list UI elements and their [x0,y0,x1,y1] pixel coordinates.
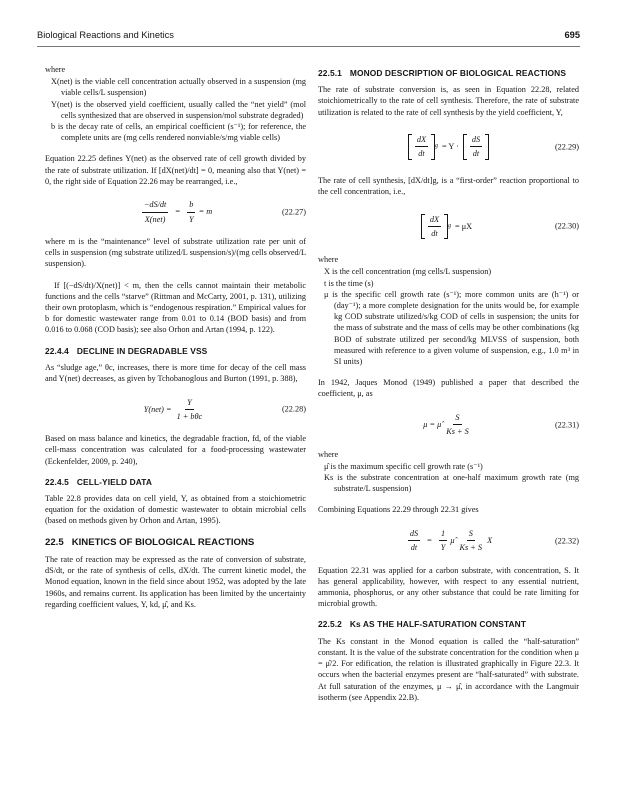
paragraph: Combining Equations 22.29 through 22.31 gives [318,505,479,515]
section-number: 22.4.5 [45,476,69,487]
equation-22-31 [318,410,579,440]
equation-22-30 [318,207,579,245]
definition-item: t is the time (s) [324,278,374,288]
eq-denominator: dt [472,149,480,159]
definition-item: b is the decay rate of cells, an empirical coefficient (s⁻¹); for reference, the complete units are (mg cells rendered nonviable/s/mg viable cells) [51,122,306,143]
eq-denominator: Ks + S [459,543,483,553]
equation-number: (22.30) [554,221,579,231]
paragraph: Equation 22.31 was applied for a carbon substrate, with concentration, S. It has general applicability, however, with respect to any essential nutrient, ammonia, phosphorus, or any other substance that could be rate limiting for microbial growth. [318,565,579,609]
eq-numerator: b [187,199,195,212]
section-number: 22.4.4 [45,345,69,356]
eq-symbol: X [487,536,493,546]
equation-22-28 [45,394,306,424]
paragraph: The rate of cell synthesis, [dX/dt]g, is a “first-order” reaction proportional to the cell concentration, i.e., [318,175,579,197]
eq-denominator: X(net) [144,214,166,224]
section-number: 22.5 [45,536,64,548]
running-header [37,30,580,44]
eq-denominator: Y [440,543,446,553]
paragraph: Equation 22.25 defines Y(net) as the observed rate of cell growth divided by the rate of substrate utilization. If [dX(net)/dt] = 0, meaning also that Y(net) = 0, the right side of Equation 22.26 may be rearranged, i.e., [45,154,306,186]
section-number: 22.5.1 [318,68,342,78]
paragraph: Table 22.8 provides data on cell yield, Y, as obtained from a stoichiometric equation for the oxidation of domestic wastewater to obtain microbial cells (based on methods given by Orhon and Artan, 1995). [45,494,306,526]
section-heading-22-4-4 [45,346,306,357]
eq-rhs: = m [198,207,213,217]
section-heading-22-5 [45,537,306,548]
section-title: MONOD DESCRIPTION OF BIOLOGICAL REACTIONS [349,68,567,78]
definition-list [318,254,579,367]
eq-subscript: g [435,143,439,150]
eq-symbol: μ̂ [450,536,455,546]
paragraph: As “sludge age,” θc, increases, there is more time for decay of the cell mass and Y(net) decreases, as given by Tchobanoglous and Burton (1991, p. 388), [45,362,306,384]
definition-item: μ̂ is the maximum specific cell growth rate (s⁻¹) [324,461,483,471]
section-heading-22-4-5 [45,477,306,488]
section-heading-22-5-1 [318,68,579,79]
eq-numerator: dS [408,528,420,541]
eq-denominator: Y [189,214,194,224]
header-rule [37,46,580,47]
equation-22-27 [45,197,306,227]
where-label: where [45,65,66,74]
definition-list [318,449,579,495]
equation-22-32: $\frac{dS}{dt}$ = $\frac{1}{Y}$ μ̂ $\frac{S}{Ks + S}$ X (22.32) [409,528,579,553]
eq-lhs: μ = μ̂ [423,420,442,430]
paragraph: where m is the “maintenance” level of substrate utilization rate per unit of cells in suspension (mg substrate utilized/L suspension/s)/(mg cells observed/L suspension). [45,237,306,269]
paragraph: The Ks constant in the Monod equation is called the “half-saturation” constant. It is the value of the substrate concentration for the condition when μ = μ̂/2. For edification, the relation is illustrated graphically in Figure 22.3. It occurs when the bacterial enzymes present are “half-saturated” with substrate. At full saturation of the enzymes, μ → μ̂, in accordance with the Langmuir isotherm (see Appendix 22.B). [318,636,579,702]
paragraph: Based on mass balance and kinetics, the degradable fraction, fd, of the viable cell-mass concentration was calculated for a food-processing wastewater (Eckenfelder, 2009, p. 240), [45,434,306,466]
eq-lhs: Y(net) = [143,404,172,414]
eq-numerator: dX [415,134,428,147]
eq-denominator: dt [418,149,425,159]
eq-operator: = Y · [442,142,459,152]
eq-numerator: dX [428,214,441,227]
equation-number: (22.31) [554,420,579,430]
paragraph: If [(−dS/dt)/X(net)] < m, then the cells cannot maintain their metabolic functions and the cells “starve” (Rittman and McCarty, 2001, p. 131), utilizing their own protoplasm, which is “endogenous respiration.” Empirical values for b for domestic wastewater range from 0.01 to 0.14 (BOD basis) and from 0.016 to 0.068 (COD basis); see also Orhon and Artan (1994, p. 122). [45,280,306,335]
eq-numerator: 1 [439,528,447,541]
equation-number: (22.27) [281,207,306,217]
paragraph: The rate of substrate conversion is, as seen in Equation 22.28, related stoichiometrically to the rate of cell synthesis. Therefore, the rate of substrate utilization is related to the rate of cell synthesis by the yield coefficient, Y, [318,85,579,117]
definition-item: X is the cell concentration (mg cells/L suspension) [324,267,492,277]
section-title: CELL-YIELD DATA [76,476,153,487]
running-title: Biological Reactions and Kinetics [37,30,174,40]
where-label: where [318,255,339,265]
eq-denominator: Ks + S [446,427,469,437]
section-title: Ks AS THE HALF-SATURATION CONSTANT [349,619,527,630]
right-column [318,64,579,713]
section-number: 22.5.2 [318,619,342,630]
eq-numerator: Y [185,397,194,410]
eq-numerator: S [453,412,461,425]
equation-22-29 [318,128,579,166]
left-column [45,64,306,620]
equation-number: (22.32) [554,536,579,546]
definition-item: μ is the specific cell growth rate (s⁻¹); more common units are (h⁻¹) or (day⁻¹); a more complete designation for the units would be, for example kg COD substrate utilized/s/kg COD of cells in suspension; the units for the mass of substrate and the mass of cells may be other combinations (kg BOD of substrate utilized per second/kg MLVSS of suspension, both measured with reference to a given volume of suspension, e.g., 1.0 m³ in SI units) [324,289,579,367]
eq-numerator: −dS/dt [142,199,169,212]
section-title: DECLINE IN DEGRADABLE VSS [76,345,208,356]
eq-denominator: dt [431,228,438,238]
page-number: 695 [564,30,580,40]
definition-list [45,64,306,143]
equation-number: (22.29) [554,142,579,152]
equation-number: (22.28) [281,404,306,414]
definition-item: Ks is the substrate concentration at one-half maximum growth rate (mg substrate/L suspension) [324,473,579,494]
eq-rhs: = μX [455,221,473,231]
eq-subscript: g [448,222,452,229]
eq-numerator: dS [470,134,482,147]
eq-numerator: S [467,528,475,541]
eq-denominator: 1 + bθc [176,411,203,421]
definition-item: X(net) is the viable cell concentration actually observed in a suspension (mg viable cells/L suspension) [51,77,306,98]
definition-item: Y(net) is the observed yield coefficient, usually called the “net yield” (mol cells synthesized that are observed in suspension/mol substrate degraded) [51,99,306,120]
section-heading-22-5-2 [318,619,579,630]
eq-denominator: dt [410,543,418,553]
section-title: KINETICS OF BIOLOGICAL REACTIONS [71,536,255,548]
where-label: where [318,449,339,459]
paragraph: The rate of reaction may be expressed as the rate of conversion of substrate, dS/dt, or the rate of synthesis of cells, dX/dt. The current kinetic model, the Monod equation, known in the field since about 1952, was adopted by the late 1960s, and remains current. Its application has been limited by the uncertainty regarding coefficient values, Y, kd, μ̂, and Ks. [45,554,306,609]
eq-operator: = [175,207,180,217]
paragraph: In 1942, Jaques Monod (1949) published a paper that described the coefficient, μ, as [318,378,579,399]
